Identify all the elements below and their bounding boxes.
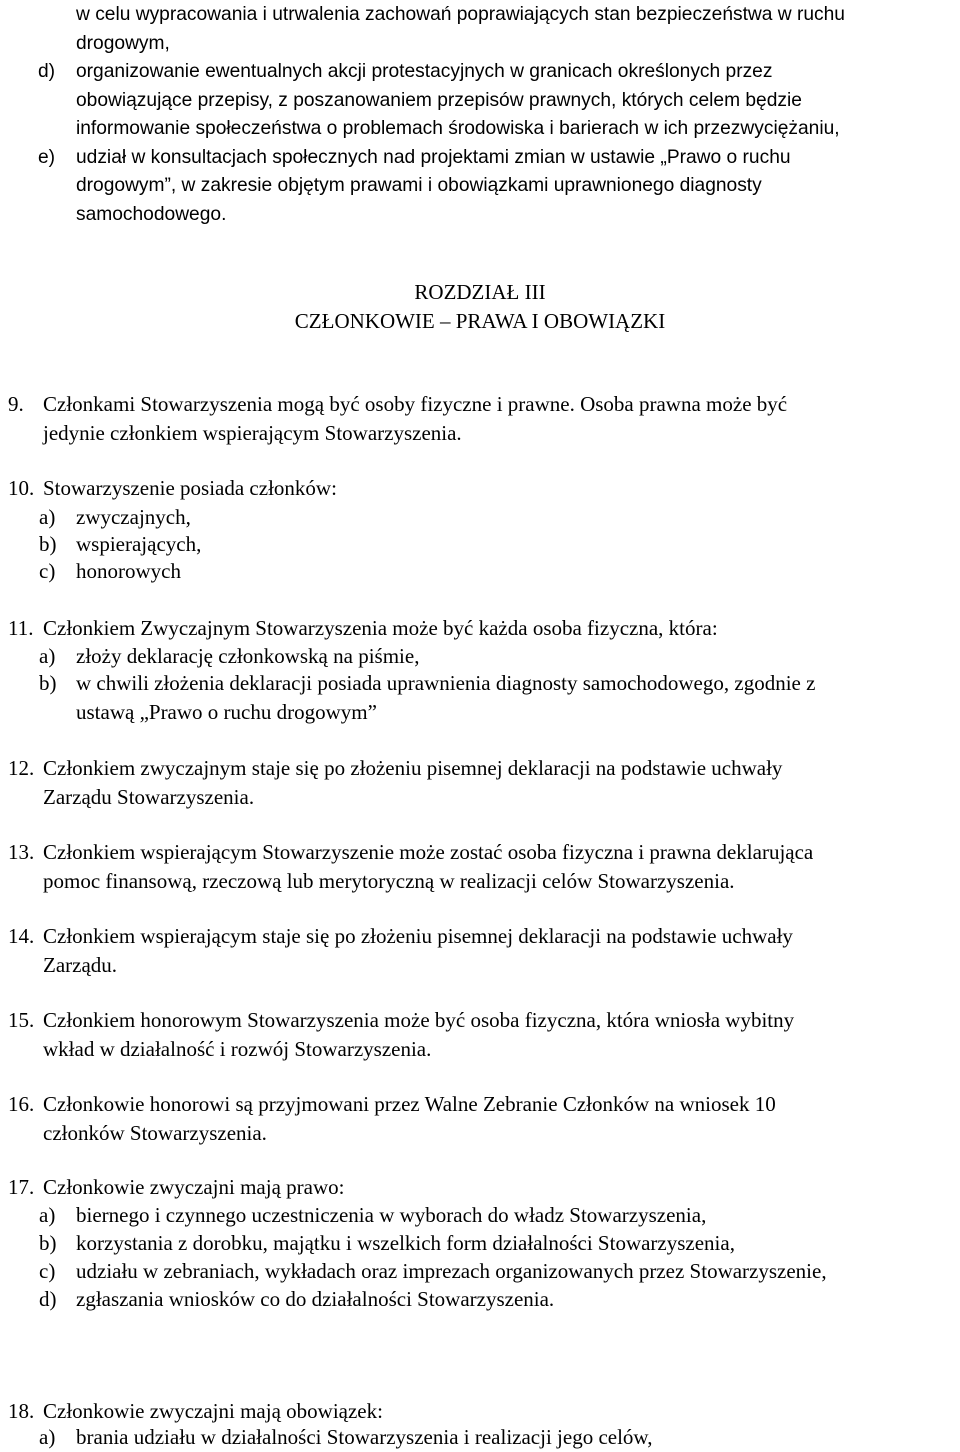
paragraph-number: 17. <box>8 1175 35 1199</box>
paragraph-body <box>43 838 958 896</box>
list-item-line: biernego i czynnego uczestniczenia w wyborach do władz Stowarzyszenia, <box>76 1203 707 1227</box>
paragraph-body <box>43 922 958 980</box>
paragraph-line: Członkiem wspierającym Stowarzyszenie może zostać osoba fizyczna i prawna deklarująca <box>43 840 814 864</box>
list-marker: c) <box>39 559 56 583</box>
paragraph-number: 10. <box>8 476 35 500</box>
paragraph-number: 11. <box>8 616 34 640</box>
paragraph-body <box>43 1173 958 1202</box>
list-item <box>0 144 960 230</box>
paragraph-line: Członkiem Zwyczajnym Stowarzyszenia może być każda osoba fizyczna, która: <box>43 616 718 640</box>
paragraph-number: 9. <box>8 392 24 416</box>
paragraph-line: Zarządu Stowarzyszenia. <box>43 785 255 809</box>
paragraph-line: Członkowie honorowi są przyjmowani przez Walne Zebranie Członków na wniosek 10 <box>43 1092 776 1116</box>
paragraph-line: jedynie członkiem wspierającym Stowarzyszenia. <box>43 421 462 445</box>
list-item-line: brania udziału w działalności Stowarzyszenia i realizacji jego celów, <box>76 1425 653 1449</box>
list-item-line: udział w konsultacjach społecznych nad projektami zmian w ustawie „Prawo o ruchu <box>76 146 791 168</box>
paragraph-line: wkład w działalność i rozwój Stowarzyszenia. <box>43 1037 432 1061</box>
list-item-line: korzystania z dorobku, majątku i wszelkich form działalności Stowarzyszenia, <box>76 1231 735 1255</box>
list-item-line: drogowym”, w zakresie objętym prawami i obowiązkami uprawnionego diagnosty <box>76 175 762 196</box>
paragraph-line: Członkami Stowarzyszenia mogą być osoby fizyczne i prawne. Osoba prawna może być <box>43 392 788 416</box>
previous-section <box>0 1 960 229</box>
list-marker: d) <box>38 61 56 82</box>
list-marker: b) <box>39 532 57 556</box>
chapter-number: ROZDZIAŁ III <box>414 280 546 304</box>
list-marker: b) <box>39 1231 57 1255</box>
paragraph-body <box>43 1090 958 1148</box>
paragraph-line: pomoc finansową, rzeczową lub merytoryczną w realizacji celów Stowarzyszenia. <box>43 869 735 893</box>
paragraph-line: Zarządu. <box>43 953 118 977</box>
list-item-line: zgłaszania wniosków co do działalności Stowarzyszenia. <box>76 1287 555 1311</box>
paragraph-line: Członkiem honorowym Stowarzyszenia może być osoba fizyczna, która wniosła wybitny <box>43 1008 795 1032</box>
intro-line: w celu wypracowania i utrwalenia zachowań poprawiających stan bezpieczeństwa w ruchu <box>76 4 845 25</box>
list-marker: a) <box>39 505 56 529</box>
list-item-line: wspierających, <box>76 532 202 556</box>
list-marker: a) <box>39 1425 56 1449</box>
paragraph-body <box>43 390 958 448</box>
list-item-line: udziału w zebraniach, wykładach oraz imprezach organizowanych przez Stowarzyszenie, <box>76 1259 827 1283</box>
list-marker: b) <box>39 671 57 695</box>
list-marker: c) <box>39 1259 56 1283</box>
paragraph-line: Członkowie zwyczajni mają obowiązek: <box>43 1399 383 1423</box>
list-item-line: obowiązujące przepisy, z poszanowaniem przepisów prawnych, których celem będzie <box>76 89 802 111</box>
paragraph-line: członków Stowarzyszenia. <box>43 1121 267 1145</box>
paragraph-number: 18. <box>8 1399 35 1423</box>
list-item-line: ustawą „Prawo o ruchu drogowym” <box>76 700 377 724</box>
list-marker: a) <box>39 644 56 668</box>
list-item <box>0 58 960 144</box>
paragraph-body <box>43 474 958 503</box>
list-item-line: informowanie społeczeństwa o problemach środowiska i barierach w ich przezwyciężaniu, <box>76 118 840 139</box>
paragraph-line: Członkiem zwyczajnym staje się po złożeniu pisemnej deklaracji na podstawie uchwały <box>43 756 783 780</box>
list-item-line: organizowanie ewentualnych akcji protestacyjnych w granicach określonych przez <box>76 61 773 82</box>
paragraph-body <box>43 1397 958 1426</box>
paragraph-number: 16. <box>8 1092 35 1116</box>
list-marker: e) <box>38 146 56 168</box>
list-marker: a) <box>39 1203 56 1227</box>
intro-line: drogowym, <box>76 32 170 54</box>
list-item-line: samochodowego. <box>76 203 227 225</box>
paragraph-number: 13. <box>8 840 35 864</box>
paragraph-body <box>43 614 958 643</box>
paragraph-body <box>43 754 958 812</box>
paragraph-line: Stowarzyszenie posiada członków: <box>43 476 337 500</box>
paragraph-number: 14. <box>8 924 35 948</box>
paragraph-number: 15. <box>8 1008 35 1032</box>
list-item-line: zwyczajnych, <box>76 505 191 529</box>
paragraph-line: Członkiem wspierającym staje się po złożeniu pisemnej deklaracji na podstawie uchwały <box>43 924 793 948</box>
list-item-line: w chwili złożenia deklaracji posiada uprawnienia diagnosty samochodowego, zgodnie z <box>76 671 816 695</box>
list-item-line: honorowych <box>76 559 181 583</box>
paragraph-body <box>43 1006 958 1064</box>
chapter-title: CZŁONKOWIE – PRAWA I OBOWIĄZKI <box>294 309 666 333</box>
list-marker: d) <box>39 1287 57 1311</box>
paragraph-line: Członkowie zwyczajni mają prawo: <box>43 1175 345 1199</box>
list-item-line: złoży deklarację członkowską na piśmie, <box>76 644 420 668</box>
paragraph-number: 12. <box>8 756 35 780</box>
